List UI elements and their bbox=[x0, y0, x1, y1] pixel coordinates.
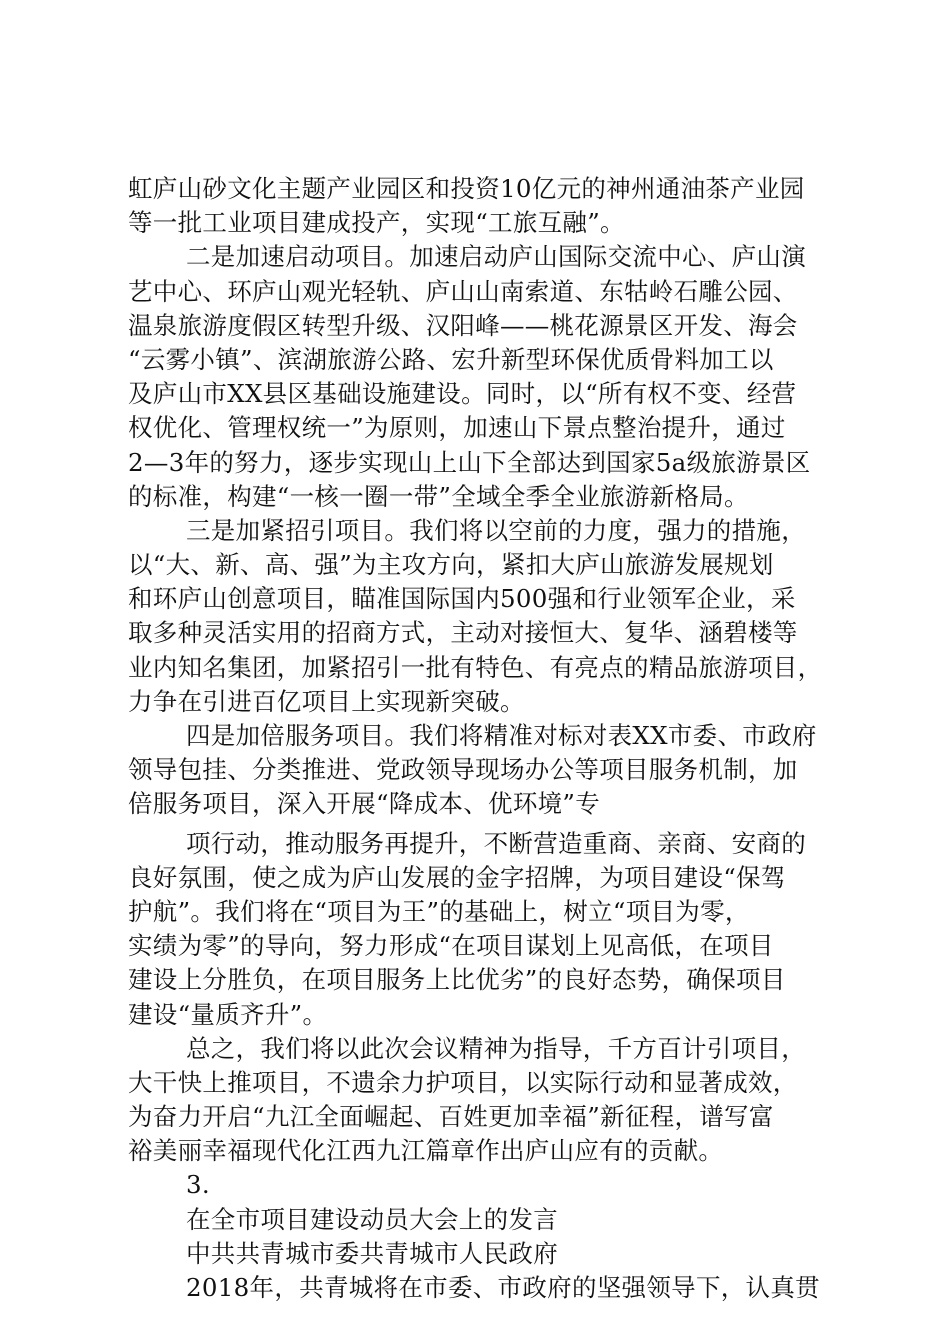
text-line: 温泉旅游度假区转型升级、汉阳峰——桃花源景区开发、海会 bbox=[128, 310, 798, 340]
text-line: 建设“量质齐升”。 bbox=[128, 999, 328, 1029]
section-number: 3. bbox=[186, 1170, 210, 1200]
text-line: 及庐山市XX县区基础设施建设。同时，以“所有权不变、经营 bbox=[128, 379, 797, 409]
text-line: 艺中心、环庐山观光轻轨、庐山山南索道、东牯岭石雕公园、 bbox=[128, 276, 798, 306]
paragraph-start-line: 四是加倍服务项目。我们将精准对标对表XX市委、市政府 bbox=[186, 721, 817, 750]
text-line: 虹庐山砂文化主题产业园区和投资10亿元的神州通油茶产业园 bbox=[128, 174, 805, 203]
text-line: “云雾小镇”、滨湖旅游公路、宏升新型环保优质骨料加工以 bbox=[128, 344, 774, 374]
text-line: 领导包挂、分类推进、党政领导现场办公等项目服务机制，加 bbox=[128, 755, 798, 785]
text-line: 为奋力开启“九江全面崛起、百姓更加幸福”新征程，谱写富 bbox=[128, 1102, 774, 1132]
text-line: 建设上分胜负，在项目服务上比优劣”的良好态势，确保项目 bbox=[128, 965, 786, 995]
text-line: 业内知名集团，加紧招引一批有特色、有亮点的精品旅游项目， bbox=[128, 652, 823, 682]
text-line: 良好氛围，使之成为庐山发展的金字招牌，为项目建设“保驾 bbox=[128, 862, 786, 892]
text-line: 护航”。我们将在“项目为王”的基础上，树立“项目为零， bbox=[128, 896, 750, 926]
text-line: 裕美丽幸福现代化江西九江篇章作出庐山应有的贡献。 bbox=[128, 1136, 724, 1166]
paragraph-start-line: 三是加紧招引项目。我们将以空前的力度，强力的措施， bbox=[186, 515, 806, 545]
paragraph-start-line: 二是加速启动项目。加速启动庐山国际交流中心、庐山演 bbox=[186, 242, 806, 272]
section-author: 中共共青城市委共青城市人民政府 bbox=[186, 1238, 558, 1268]
text-line: 以“大、新、高、强”为主攻方向，紧扣大庐山旅游发展规划 bbox=[128, 550, 774, 580]
paragraph-start-line: 2018年，共青城将在市委、市政府的坚强领导下，认真贯 bbox=[186, 1273, 820, 1302]
text-line: 力争在引进百亿项目上实现新突破。 bbox=[128, 686, 525, 716]
text-line: 2—3年的努力，逐步实现山上山下全部达到国家5a级旅游景区 bbox=[128, 447, 811, 477]
text-line: 权优化、管理权统一”为原则，加速山下景点整治提升，通过 bbox=[128, 413, 786, 443]
text-line: 大干快上推项目，不遗余力护项目，以实际行动和显著成效， bbox=[128, 1067, 798, 1097]
document-body bbox=[128, 172, 840, 1305]
paragraph-start-line: 总之，我们将以此次会议精神为指导，千方百计引项目， bbox=[186, 1033, 806, 1063]
text-line: 的标准，构建“一核一圈一带”全域全季全业旅游新格局。 bbox=[128, 481, 749, 511]
text-line: 倍服务项目，深入开展“降成本、优环境”专 bbox=[128, 789, 601, 819]
section-title: 在全市项目建设动员大会上的发言 bbox=[186, 1204, 558, 1234]
paragraph-start-line: 项行动，推动服务再提升，不断营造重商、亲商、安商的 bbox=[186, 828, 806, 858]
text-line: 实绩为零”的导向，努力形成“在项目谋划上见高低，在项目 bbox=[128, 931, 774, 961]
text-line: 和环庐山创意项目，瞄准国际国内500强和行业领军企业，采 bbox=[128, 584, 796, 614]
text-line: 等一批工业项目建成投产，实现“工旅互融”。 bbox=[128, 208, 625, 238]
text-line: 取多种灵活实用的招商方式，主动对接恒大、复华、涵碧楼等 bbox=[128, 618, 798, 648]
